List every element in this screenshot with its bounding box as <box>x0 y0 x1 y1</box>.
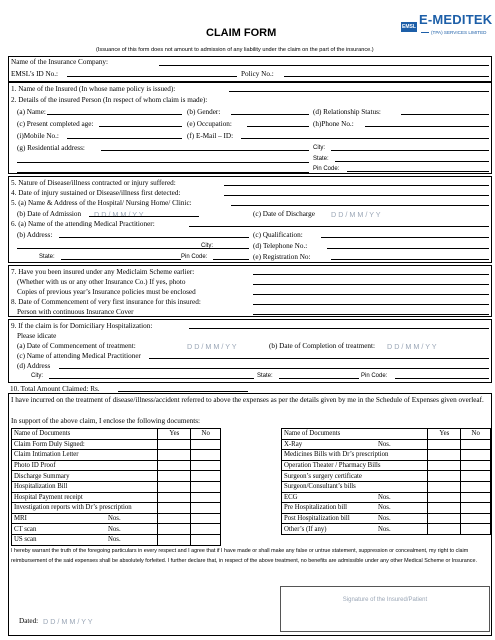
telephone-field[interactable] <box>327 241 489 249</box>
document-yes-checkbox[interactable] <box>158 492 191 503</box>
practitioner-state-label: State: <box>39 254 55 260</box>
document-name <box>12 481 158 492</box>
admission-date-field[interactable]: D D / M M / Y Y <box>94 210 144 219</box>
document-label: ECG <box>284 493 298 501</box>
first-insurance-field[interactable] <box>253 297 489 305</box>
document-name <box>282 481 428 492</box>
domiciliary-city-label: City: <box>31 373 43 379</box>
document-name <box>282 503 428 514</box>
earlier-insurance-label: 7. Have you been insured under any Mediclaim Scheme earlier: <box>11 268 195 276</box>
document-yes-checkbox[interactable] <box>158 534 191 545</box>
document-no-checkbox[interactable] <box>191 524 221 535</box>
earlier-insurance-note-1: (Whether with us or any other Insurance Co.) If yes, photo <box>17 278 186 286</box>
email-label: (f) E-Mail – ID: <box>187 132 234 140</box>
document-label: Discharge Summary <box>14 472 70 480</box>
discharge-date-label: (c) Date of Discharge <box>253 210 315 218</box>
continuous-cover-field[interactable] <box>253 307 489 315</box>
insurance-company-label: Name of the Insurance Company: <box>11 58 108 66</box>
document-count-label: Nos. <box>378 493 391 501</box>
residential-address-field[interactable] <box>101 143 309 151</box>
document-no-checkbox[interactable] <box>191 513 221 524</box>
column-header-documents: Name of Documents <box>282 429 428 440</box>
document-yes-checkbox[interactable] <box>158 503 191 514</box>
total-amount-label: 10. Total Amount Claimed: Rs. <box>10 385 100 393</box>
gender-label: (b) Gender: <box>187 108 221 116</box>
domiciliary-pin-field[interactable] <box>395 371 489 379</box>
document-count-label: Nos. <box>378 440 391 448</box>
document-name <box>282 471 428 482</box>
form-header <box>8 4 492 56</box>
document-count-label: Nos. <box>378 525 391 533</box>
form-title: CLAIM FORM <box>206 27 277 39</box>
disease-label: 5. Nature of Disease/illness contracted or injury suffered: <box>11 179 176 187</box>
column-header-no: No <box>191 429 221 440</box>
document-row <box>12 460 221 471</box>
document-row <box>282 481 491 492</box>
qualification-label: (c) Qualification: <box>253 231 303 239</box>
declaration-text: I hereby warrant the truth of the foregoing particulars in every respect and I agree that if I have made or shall make any false or untrue statement, suppression or concealment, my right to claim reimbursement of the said expenses shall be absolutely forfeited. I further declare that, in respect of the above treatment, no benefits are admissible under any other Medical Scheme or Insurance. <box>11 548 477 564</box>
document-yes-checkbox[interactable] <box>428 481 461 492</box>
registration-field[interactable] <box>331 252 489 260</box>
domiciliary-state-label: State: <box>257 373 273 379</box>
hospital-name-label: 5. (a) Name & Address of the Hospital/ Nursing Home/ Clinic: <box>11 199 192 207</box>
document-yes-checkbox[interactable] <box>158 481 191 492</box>
column-header-no: No <box>461 429 491 440</box>
document-count-label: Nos. <box>378 504 391 512</box>
claim-form-page <box>8 4 492 636</box>
document-row <box>12 513 221 524</box>
document-yes-checkbox[interactable] <box>428 492 461 503</box>
document-label: X-Ray <box>284 440 303 448</box>
domiciliary-practitioner-label: (c) Name of attending Medical Practitioner <box>17 352 141 360</box>
company-logo <box>401 8 493 48</box>
earlier-insurance-field-2[interactable] <box>253 277 489 285</box>
relationship-field[interactable] <box>401 107 489 115</box>
admission-date-label: (b) Date of Admission <box>17 210 82 218</box>
domiciliary-city-field[interactable] <box>49 371 254 379</box>
document-no-checkbox[interactable] <box>461 503 491 514</box>
document-yes-checkbox[interactable] <box>158 524 191 535</box>
practitioner-label: 6. (a) Name of the attending Medical Practitioner: <box>11 220 155 228</box>
occupation-field[interactable] <box>247 119 309 127</box>
signature-label: Signature of the Insured/Patient <box>342 597 428 603</box>
email-field[interactable] <box>241 131 489 139</box>
policy-no-field[interactable] <box>284 69 489 77</box>
document-name <box>12 450 158 461</box>
document-yes-checkbox[interactable] <box>428 524 461 535</box>
document-name <box>12 460 158 471</box>
document-row <box>12 450 221 461</box>
document-row <box>282 439 491 450</box>
gender-field[interactable] <box>231 107 309 115</box>
document-yes-checkbox[interactable] <box>428 439 461 450</box>
mobile-field[interactable] <box>67 131 182 139</box>
document-row <box>12 481 221 492</box>
document-no-checkbox[interactable] <box>461 460 491 471</box>
document-label: Claim Intimation Letter <box>14 451 79 459</box>
domiciliary-section <box>8 319 492 383</box>
logo-tag: EMSL <box>402 24 416 30</box>
document-name <box>282 439 428 450</box>
hospital-section <box>8 176 492 263</box>
document-no-checkbox[interactable] <box>191 439 221 450</box>
document-yes-checkbox[interactable] <box>158 471 191 482</box>
document-label: Pre Hospitalization bill <box>284 504 348 512</box>
state-field[interactable] <box>335 154 489 162</box>
document-no-checkbox[interactable] <box>461 524 491 535</box>
document-row <box>282 450 491 461</box>
document-row <box>282 524 491 535</box>
document-name <box>12 524 158 535</box>
domiciliary-field[interactable] <box>189 321 489 329</box>
insured-details-section <box>8 82 492 174</box>
document-name <box>12 503 158 514</box>
document-name <box>282 450 428 461</box>
document-name <box>282 492 428 503</box>
document-name <box>12 513 158 524</box>
document-yes-checkbox[interactable] <box>428 460 461 471</box>
document-name <box>282 513 428 524</box>
domiciliary-state-field[interactable] <box>279 371 359 379</box>
document-label: CT scan <box>14 525 37 533</box>
document-row <box>12 524 221 535</box>
documents-table-right <box>281 428 491 535</box>
policy-no-label: Policy No.: <box>241 70 274 78</box>
document-name <box>12 471 158 482</box>
age-label: (c) Present completed age: <box>17 120 94 128</box>
treatment-end-date-field[interactable]: D D / M M / Y Y <box>387 342 437 351</box>
document-name <box>282 524 428 535</box>
document-no-checkbox[interactable] <box>461 471 491 482</box>
treatment-start-date-field[interactable]: D D / M M / Y Y <box>187 342 237 351</box>
document-yes-checkbox[interactable] <box>158 439 191 450</box>
logo-subtitle: (TPA) SERVICES LIMITED <box>421 30 486 35</box>
disease-field[interactable] <box>224 178 489 186</box>
earlier-insurance-field-3[interactable] <box>253 287 489 295</box>
earlier-insurance-field[interactable] <box>253 267 489 275</box>
table-header-row <box>282 429 491 440</box>
emsl-id-field[interactable] <box>67 69 237 77</box>
document-no-checkbox[interactable] <box>461 439 491 450</box>
total-amount-field[interactable] <box>118 384 248 392</box>
document-row <box>282 503 491 514</box>
city-field[interactable] <box>331 143 489 151</box>
hospital-name-field[interactable] <box>231 198 489 206</box>
phone-label: (h)Phone No.: <box>313 120 354 128</box>
document-label: Other’s (If any) <box>284 525 327 533</box>
name-field[interactable] <box>47 107 182 115</box>
document-no-checkbox[interactable] <box>191 503 221 514</box>
table-header-row <box>12 429 221 440</box>
document-row <box>282 513 491 524</box>
pin-field[interactable] <box>347 164 489 172</box>
document-no-checkbox[interactable] <box>461 450 491 461</box>
document-name <box>12 439 158 450</box>
document-no-checkbox[interactable] <box>461 513 491 524</box>
document-label: Hospitalization Bill <box>14 483 68 491</box>
first-insurance-label: 8. Date of Commencement of very first insurance for this insured: <box>11 298 201 306</box>
practitioner-city-label: City: <box>201 243 213 249</box>
document-count-label: Nos. <box>378 515 391 523</box>
document-yes-checkbox[interactable] <box>158 513 191 524</box>
dated-label: Dated: <box>19 617 39 625</box>
injury-date-label: 4. Date of injury sustained or Disease/illness first detected: <box>11 189 181 197</box>
document-label: Investigation reports with Dr’s prescription <box>14 504 132 512</box>
admission-date-underline <box>89 209 199 217</box>
document-no-checkbox[interactable] <box>191 534 221 545</box>
document-row <box>12 439 221 450</box>
domiciliary-label: 9. If the claim is for Domiciliary Hospitalization: <box>11 322 153 330</box>
document-no-checkbox[interactable] <box>191 492 221 503</box>
document-row <box>282 471 491 482</box>
document-count-label: Nos. <box>108 515 121 523</box>
document-label: Post Hospitalization bill <box>284 515 350 523</box>
treatment-start-label: (a) Date of Commencement of treatment: <box>17 342 136 350</box>
document-no-checkbox[interactable] <box>191 481 221 492</box>
form-subtitle: (Issuance of this form does not amount to admission of any liability under the claim on the part of the insurance.) <box>96 47 374 53</box>
domiciliary-address-field[interactable] <box>59 361 489 369</box>
document-label: Claim Form Duly Signed: <box>14 440 85 448</box>
practitioner-address-label: (b) Address: <box>17 231 53 239</box>
earlier-insurance-note-2: Copies of previous year’s Insurance policies must be enclosed <box>17 288 196 296</box>
document-yes-checkbox[interactable] <box>428 513 461 524</box>
document-label: Operation Theater / Pharmacy Bills <box>284 462 381 470</box>
injury-date-field[interactable] <box>224 188 489 196</box>
document-no-checkbox[interactable] <box>461 481 491 492</box>
practitioner-address-field-2[interactable] <box>17 241 249 249</box>
document-name <box>282 460 428 471</box>
relationship-label: (d) Relationship Status: <box>313 108 381 116</box>
insured-person-details-label: 2. Details of the insured Person (In respect of whom claim is made): <box>11 96 208 104</box>
domiciliary-address-label: (d) Address <box>17 362 51 370</box>
domiciliary-practitioner-field[interactable] <box>149 351 489 359</box>
mobile-label: (i)Mobile No.: <box>17 132 59 140</box>
pin-label: Pin Code: <box>313 166 340 172</box>
domiciliary-pin-label: Pin Code: <box>361 373 388 379</box>
document-count-label: Nos. <box>108 525 121 533</box>
document-label: Surgeon’s surgery certificate <box>284 472 362 480</box>
document-yes-checkbox[interactable] <box>428 503 461 514</box>
phone-field[interactable] <box>365 119 489 127</box>
signature-box[interactable] <box>280 586 490 632</box>
document-row <box>282 460 491 471</box>
document-row <box>12 503 221 514</box>
name-label: (a) Name: <box>17 108 46 116</box>
insured-name-label: 1. Name of the Insured (In whose name policy is issued): <box>11 85 176 93</box>
document-row <box>12 492 221 503</box>
treatment-end-label: (b) Date of Completion of treatment: <box>269 342 375 350</box>
city-label: City: <box>313 145 325 151</box>
practitioner-field[interactable] <box>189 219 489 227</box>
document-label: Hospital Payment receipt <box>14 493 83 501</box>
please-indicate-label: Please idicate <box>17 332 57 340</box>
document-yes-checkbox[interactable] <box>428 471 461 482</box>
document-label: Surgeon/Consultant’s bills <box>284 483 356 491</box>
document-label: Photo ID Proof <box>14 462 56 470</box>
state-label: State: <box>313 156 329 162</box>
practitioner-address-field[interactable] <box>59 230 249 238</box>
document-row <box>12 471 221 482</box>
column-header-yes: Yes <box>158 429 191 440</box>
document-name <box>12 492 158 503</box>
telephone-label: (d) Telephone No.: <box>253 242 308 250</box>
document-no-checkbox[interactable] <box>191 450 221 461</box>
document-label: US scan <box>14 536 37 544</box>
age-field[interactable] <box>99 119 182 127</box>
document-row <box>282 492 491 503</box>
residential-address-label: (g) Residential address: <box>17 144 85 152</box>
emsl-id-label: EMSL’s ID No.: <box>11 70 59 78</box>
insurance-company-field[interactable] <box>159 58 489 66</box>
qualification-field[interactable] <box>321 230 489 238</box>
document-yes-checkbox[interactable] <box>158 460 191 471</box>
column-header-documents: Name of Documents <box>12 429 158 440</box>
document-label: Medicines Bills with Dr’s prescription <box>284 451 389 459</box>
practitioner-pin-label: Pin Code: <box>181 254 208 260</box>
logo-name: E-MEDITEK <box>419 12 493 27</box>
occupation-label: (e) Occupation: <box>187 120 232 128</box>
residential-address-field-3[interactable] <box>17 165 309 173</box>
insurer-section <box>8 56 492 82</box>
dated-field[interactable]: D D / M M / Y Y <box>43 617 93 626</box>
documents-intro: In support of the above claim, I enclose the following documents: <box>11 417 201 425</box>
continuous-cover-label: Person with continuous Insurance Cover <box>17 308 134 316</box>
document-no-checkbox[interactable] <box>191 460 221 471</box>
expenses-statement: I have incurred on the treatment of disease/illness/accident referred to above the expenses as per the details given by me in the Schedule of Expenses given overleaf. <box>11 396 484 404</box>
document-yes-checkbox[interactable] <box>428 450 461 461</box>
registration-label: (e) Registration No: <box>253 253 311 261</box>
document-label: MRI <box>14 515 27 523</box>
discharge-date-field[interactable]: D D / M M / Y Y <box>331 210 381 219</box>
document-yes-checkbox[interactable] <box>158 450 191 461</box>
documents-table-left <box>11 428 221 546</box>
document-row <box>12 534 221 545</box>
residential-address-field-2[interactable] <box>17 155 309 163</box>
column-header-yes: Yes <box>428 429 461 440</box>
document-no-checkbox[interactable] <box>191 471 221 482</box>
insured-name-field[interactable] <box>229 84 489 92</box>
document-count-label: Nos. <box>108 536 121 544</box>
document-no-checkbox[interactable] <box>461 492 491 503</box>
document-name <box>12 534 158 545</box>
practitioner-state-field[interactable] <box>61 252 181 260</box>
practitioner-pin-field[interactable] <box>213 252 249 260</box>
previous-insurance-section <box>8 265 492 317</box>
